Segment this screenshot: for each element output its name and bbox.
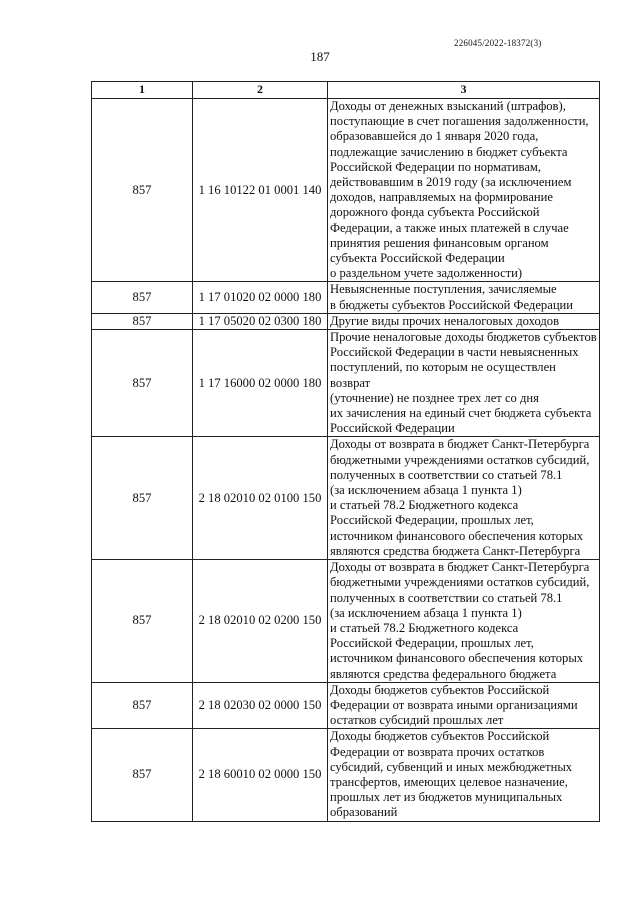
- description-line: и статьей 78.2 Бюджетного кодекса: [330, 620, 519, 635]
- revenue-code-cell: 2 18 02010 02 0200 150: [193, 560, 328, 683]
- administrator-code-cell: 857: [92, 437, 193, 560]
- description-line: субъекта Российской Федерации: [330, 251, 505, 266]
- table-header-row: [92, 82, 600, 99]
- table-row: [92, 99, 600, 282]
- description-line: принятия решения финансовым органом: [330, 235, 549, 250]
- description-line: бюджетными учреждениями остатков субсидий,: [330, 575, 590, 590]
- revenue-codes-table: [91, 81, 600, 822]
- revenue-code-cell: 1 17 05020 02 0300 180: [193, 313, 328, 329]
- administrator-code-cell: 857: [92, 682, 193, 729]
- revenue-description-cell: [328, 99, 600, 282]
- description-line: о раздельном учете задолженности): [330, 266, 523, 281]
- column-header-3: 3: [328, 82, 600, 99]
- description-line: Доходы от возврата в бюджет Санкт-Петербурга: [330, 437, 590, 452]
- description-line: поступлений, по которым не осуществлен возврат: [330, 360, 556, 390]
- description-line: поступающие в счет погашения задолженности,: [330, 114, 589, 129]
- document-id: 226045/2022-18372(3): [454, 38, 542, 48]
- description-line: и статьей 78.2 Бюджетного кодекса: [330, 498, 519, 513]
- description-line: являются средства федерального бюджета: [330, 666, 557, 681]
- administrator-code-cell: 857: [92, 99, 193, 282]
- table-row: [92, 437, 600, 560]
- description-line: остатков субсидий прошлых лет: [330, 713, 504, 728]
- description-line: Российской Федерации в части невыясненных: [330, 345, 579, 360]
- description-line: Прочие неналоговые доходы бюджетов субъектов: [330, 330, 597, 345]
- page-number: 187: [310, 49, 330, 64]
- description-line: субсидий, субвенций и иных межбюджетных: [330, 759, 573, 774]
- revenue-code-cell: 1 17 16000 02 0000 180: [193, 330, 328, 437]
- description-line: трансфертов, имеющих целевое назначение,: [330, 774, 568, 789]
- description-line: дорожного фонда субъекта Российской: [330, 205, 540, 220]
- table-row: [92, 313, 600, 329]
- description-line: Невыясненные поступления, зачисляемые: [330, 282, 557, 297]
- description-line: бюджетными учреждениями остатков субсидий,: [330, 452, 590, 467]
- revenue-code-cell: 2 18 60010 02 0000 150: [193, 729, 328, 821]
- revenue-code-cell: 2 18 02010 02 0100 150: [193, 437, 328, 560]
- administrator-code-cell: 857: [92, 560, 193, 683]
- description-line: Доходы бюджетов субъектов Российской: [330, 729, 550, 744]
- description-line: Федерации, а также иных платежей в случае: [330, 220, 569, 235]
- description-line: доходов, направляемых на формирование: [330, 190, 553, 205]
- administrator-code-cell: 857: [92, 313, 193, 329]
- description-line: действовавшим в 2019 году (за исключением: [330, 175, 572, 190]
- description-line: Федерации от возврата прочих остатков: [330, 744, 545, 759]
- description-line: являются средства бюджета Санкт-Петербурга: [330, 543, 581, 558]
- description-line: Доходы от возврата в бюджет Санкт-Петербурга: [330, 560, 590, 575]
- description-line: в бюджеты субъектов Российской Федерации: [330, 297, 574, 312]
- revenue-description-cell: [328, 729, 600, 821]
- description-line: (уточнение) не позднее трех лет со дня: [330, 390, 539, 405]
- administrator-code-cell: 857: [92, 282, 193, 313]
- table-row: [92, 560, 600, 683]
- description-line: прошлых лет из бюджетов муниципальных: [330, 790, 563, 805]
- revenue-description-cell: [328, 282, 600, 313]
- administrator-code-cell: 857: [92, 729, 193, 821]
- description-line: подлежащие зачислению в бюджет субъекта: [330, 144, 568, 159]
- revenue-description-cell: [328, 437, 600, 560]
- description-line: образовавшейся до 1 января 2020 года,: [330, 129, 539, 144]
- revenue-code-cell: 1 17 01020 02 0000 180: [193, 282, 328, 313]
- description-line: Российской Федерации, прошлых лет,: [330, 513, 534, 528]
- description-line: Федерации от возврата иными организациями: [330, 697, 578, 712]
- description-line: источником финансового обеспечения которых: [330, 528, 584, 543]
- description-line: полученных в соответствии со статьей 78.1: [330, 590, 563, 605]
- column-header-2: 2: [193, 82, 328, 99]
- revenue-description-cell: [328, 313, 600, 329]
- description-line: Доходы от денежных взысканий (штрафов),: [330, 99, 566, 113]
- description-line: Доходы бюджетов субъектов Российской: [330, 682, 550, 697]
- description-line: (за исключением абзаца 1 пункта 1): [330, 483, 522, 498]
- description-line: Другие виды прочих неналоговых доходов: [330, 313, 560, 328]
- description-line: Российской Федерации, прошлых лет,: [330, 636, 534, 651]
- revenue-code-cell: 1 16 10122 01 0001 140: [193, 99, 328, 282]
- description-line: источником финансового обеспечения которых: [330, 651, 584, 666]
- description-line: полученных в соответствии со статьей 78.1: [330, 467, 563, 482]
- table-row: [92, 282, 600, 313]
- table-row: [92, 729, 600, 821]
- administrator-code-cell: 857: [92, 330, 193, 437]
- revenue-code-cell: 2 18 02030 02 0000 150: [193, 682, 328, 729]
- revenue-description-cell: [328, 560, 600, 683]
- description-line: Российской Федерации по нормативам,: [330, 159, 542, 174]
- description-line: их зачисления на единый счет бюджета субъекта: [330, 406, 592, 421]
- description-line: Российской Федерации: [330, 421, 455, 436]
- table-row: [92, 330, 600, 437]
- column-header-1: 1: [92, 82, 193, 99]
- description-line: образований: [330, 805, 398, 820]
- description-line: (за исключением абзаца 1 пункта 1): [330, 605, 522, 620]
- revenue-description-cell: [328, 682, 600, 729]
- table-row: [92, 682, 600, 729]
- revenue-description-cell: [328, 330, 600, 437]
